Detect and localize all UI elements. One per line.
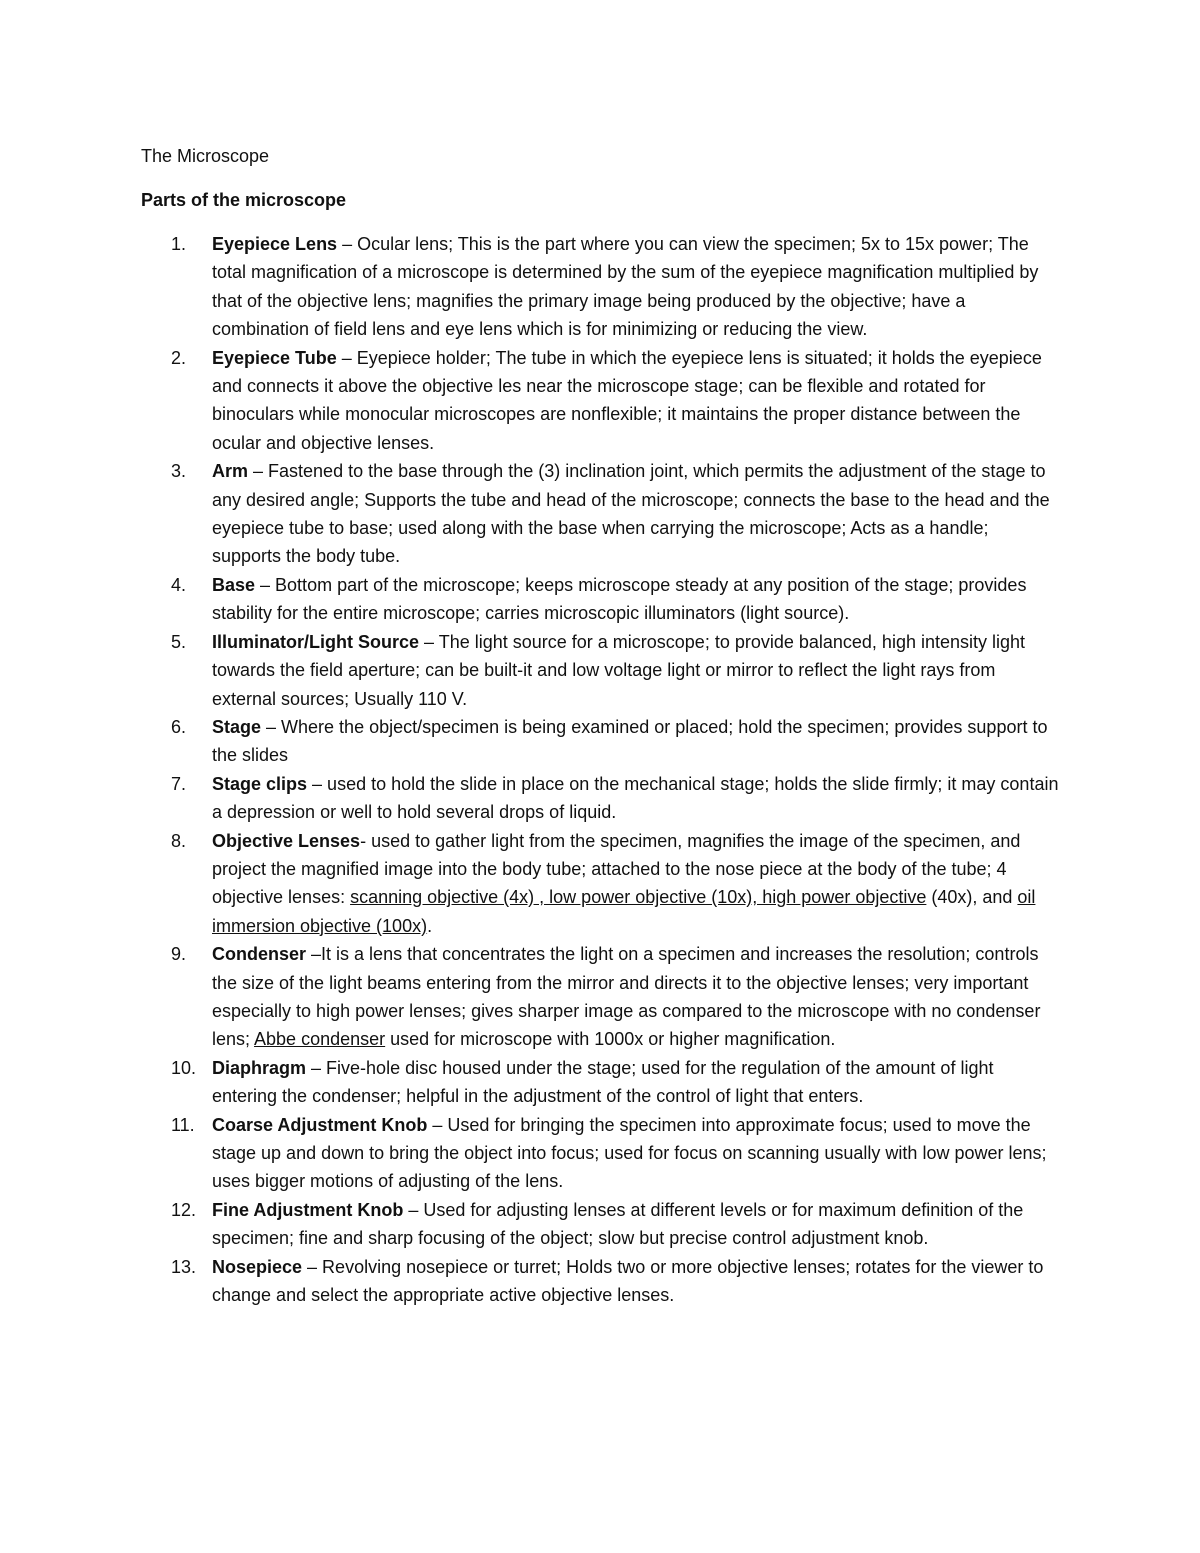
section-heading: Parts of the microscope [141,190,347,210]
part-name: Eyepiece Lens [212,234,338,254]
description-text: used for microscope with 1000x or higher magnification. [385,1029,836,1050]
list-item-number: 3. [171,461,187,482]
list-item [141,827,1061,941]
part-name: Arm [212,461,249,482]
part-name: Diaphragm [212,1057,307,1078]
description-text: – Revolving nosepiece or turret; Holds two or more objective lenses; rotates for the viewer to change and select the appropriate active objective lenses. [212,1256,1044,1306]
description-text: – Used for adjusting lenses at different levels or for maximum definition of the specimen; fine and sharp focusing of the object; slow but precise control adjustment knob. [212,1199,1024,1249]
part-name: Fine Adjustment Knob [212,1199,404,1220]
list-item-number: 1. [171,234,187,254]
list-item-text [212,940,1061,1054]
list-item-number: 4. [171,574,187,595]
list-item-number: 13. [171,1256,197,1277]
list-item [141,1196,1061,1253]
list-item-number: 10. [171,1057,197,1078]
description-text: . [427,915,433,936]
list-item-text [212,1054,1061,1111]
underlined-text: oil immersion objective (100x) [212,887,1036,936]
list-item-number: 2. [171,347,187,368]
list-item-text [212,1111,1061,1196]
parts-list [141,230,1061,1309]
part-name: Objective Lenses [212,830,361,851]
description-text: - used to gather light from the specimen, magnifies the image of the specimen, and project the magnified image into the body tube; attached to the nose piece at the body of the tube; 4 objective lenses: [212,830,1021,908]
list-item-text [212,571,1061,628]
list-item [141,628,1061,713]
list-item-number: 9. [171,944,187,965]
underlined-text: Abbe condenser [254,1029,386,1050]
list-item [141,571,1061,628]
list-item [141,1111,1061,1196]
list-item-number: 5. [171,631,187,652]
description-text: – Fastened to the base through the (3) inclination joint, which permits the adjustment of the stage to any desired angle; Supports the tube and head of the microscope; connects the base to the head and the eyepiece tube to base; used along with the base when carrying the microscope; Acts as a handle; supports the body tube. [212,461,1050,567]
list-item-number: 11. [171,1114,195,1135]
list-item [141,230,1061,344]
list-item [141,457,1061,571]
description-text: –It is a lens that concentrates the light on a specimen and increases the resolution; controls the size of the light beams entering from the mirror and directs it to the objective lenses; very important especially to high power lenses; gives sharper image as compared to the microscope with no condenser lens; [212,944,1041,1050]
part-name: Coarse Adjustment Knob [212,1114,428,1135]
list-item-number: 8. [171,830,187,851]
description-text: – Where the object/specimen is being examined or placed; hold the specimen; provides support to the slides [212,716,1048,766]
description-text: – Eyepiece holder; The tube in which the eyepiece lens is situated; it holds the eyepiece and connects it above the objective les near the microscope stage; can be flexible and rotated for binoculars while monocular microscopes are nonflexible; it maintains the proper distance between the ocular and objective lenses. [212,347,1042,453]
list-item-text [212,628,1061,713]
part-name: Eyepiece Tube [212,347,337,368]
underlined-text: scanning objective (4x) , low power objective (10x), high power objective [350,887,927,908]
document-title: The Microscope [141,146,270,166]
list-item [141,344,1061,458]
description-text: – used to hold the slide in place on the mechanical stage; holds the slide firmly; it may contain a depression or well to hold several drops of liquid. [212,773,1059,823]
list-item [141,1054,1061,1111]
list-item [141,1253,1061,1310]
part-name: Stage [212,716,262,737]
list-item [141,713,1061,770]
list-item-text [212,827,1061,941]
list-item-text [212,1196,1061,1253]
list-item [141,770,1061,827]
part-name: Illuminator/Light Source [212,631,420,652]
list-item-text [212,344,1061,458]
description-text: – Used for bringing the specimen into approximate focus; used to move the stage up and down to bring the object into focus; used for focus on scanning usually with low power lens; uses bigger motions of adjusting of the lens. [212,1114,1047,1192]
list-item-text [212,230,1061,344]
list-item-text [212,457,1061,571]
part-name: Base [212,574,256,595]
list-item [141,940,1061,1054]
part-name: Condenser [212,944,307,965]
list-item-text [212,713,1061,770]
description-text: – The light source for a microscope; to provide balanced, high intensity light towards the field aperture; can be built-it and low voltage light or mirror to reflect the light rays from external sources; Usually 110 V. [212,631,1026,709]
part-name: Nosepiece [212,1256,303,1277]
list-item-number: 6. [171,716,187,737]
list-item-text [212,1253,1061,1310]
part-name: Stage clips [212,773,308,794]
description-text: – Bottom part of the microscope; keeps microscope steady at any position of the stage; provides stability for the entire microscope; carries microscopic illuminators (light source). [212,574,1027,624]
description-text: – Ocular lens; This is the part where you can view the specimen; 5x to 15x power; The total magnification of a microscope is determined by the sum of the eyepiece magnification multiplied by that of the objective lens; magnifies the primary image being produced by the objective; have a combination of field lens and eye lens which is for minimizing or reducing the view. [212,234,1039,340]
description-text: (40x), and [926,887,1018,908]
list-item-number: 12. [171,1199,197,1220]
list-item-text [212,770,1061,827]
description-text: – Five-hole disc housed under the stage; used for the regulation of the amount of light entering the condenser; helpful in the adjustment of the control of light that enters. [212,1057,994,1107]
list-item-number: 7. [171,773,187,794]
